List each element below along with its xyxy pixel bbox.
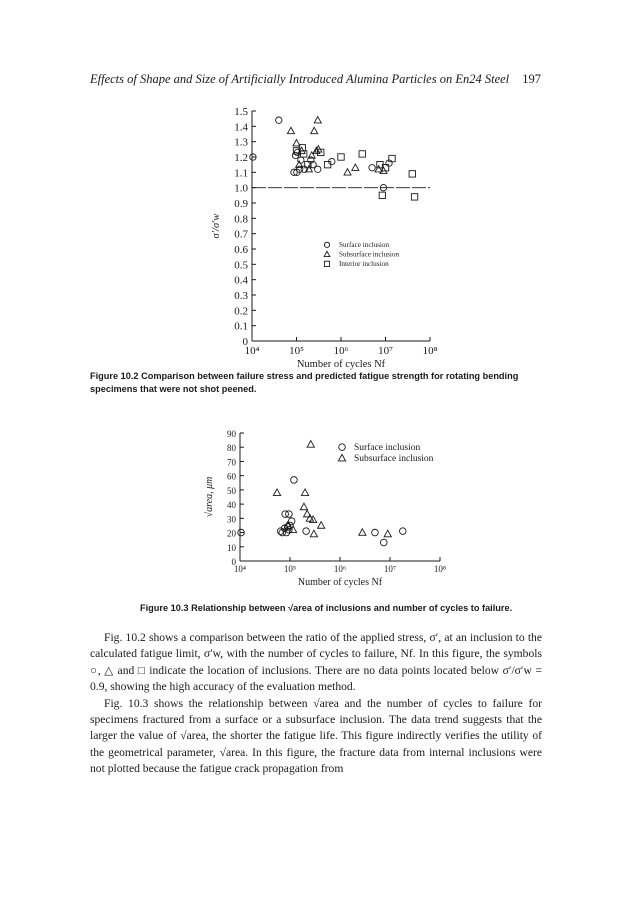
- y-tick-label: 40: [227, 500, 236, 511]
- data-point-triangle: [301, 489, 308, 496]
- figure-10-2-caption-label: Figure 10.2: [90, 371, 139, 381]
- data-point-circle: [399, 528, 406, 535]
- x-tick-label: 10⁷: [378, 345, 393, 357]
- figure-10-3-caption: [140, 602, 540, 615]
- x-tick-label: 10⁴: [233, 564, 247, 574]
- x-tick-label: 10⁶: [333, 564, 347, 574]
- x-tick-label: 10⁸: [433, 564, 447, 574]
- x-tick-label: 10⁶: [333, 345, 349, 357]
- data-point-triangle: [273, 489, 280, 496]
- paragraph-2: Fig. 10.3 shows the relationship between √area and the number of cycles to failure for specimens fractured from a surface or a subsurface inclusion. The data trend suggests that the larger the value of √area, the shorter the fatigue life. This figure indirectly verifies the utility of the geometrical parameter, √area. In this figure, the fracture data from internal inclusions were not plotted because the fatigue crack propagation from: [90, 696, 542, 776]
- y-tick-label: 30: [227, 514, 236, 525]
- y-tick-label: 80: [227, 443, 236, 454]
- data-point-triangle: [359, 529, 366, 536]
- y-tick-label: 0.6: [234, 244, 248, 256]
- legend-label: Interior inclusion: [339, 260, 389, 268]
- page-number: 197: [522, 72, 541, 86]
- data-point-circle: [380, 539, 387, 546]
- y-tick-label: 50: [227, 485, 236, 496]
- y-tick-label: 1.1: [234, 167, 248, 180]
- figure-10-3-caption-text: Relationship between √area of inclusions and number of cycles to failure.: [191, 603, 513, 613]
- y-tick-label: 1.5: [234, 106, 248, 118]
- legend-label: Subsurface inclusion: [339, 250, 400, 259]
- y-tick-label: 0.2: [234, 305, 248, 318]
- x-tick-label: 10⁵: [283, 564, 297, 574]
- y-tick-label: 1.2: [234, 152, 248, 164]
- y-tick-label: 0.8: [234, 213, 248, 226]
- y-tick-label: 0.9: [234, 198, 248, 210]
- y-tick-label: 1.3: [234, 136, 248, 149]
- x-axis-label: Number of cycles Nf: [296, 359, 386, 370]
- y-tick-label: 0.4: [234, 274, 248, 287]
- y-axis-label: √area, μm: [204, 476, 215, 518]
- body-text: [90, 630, 542, 778]
- paragraph-1: Fig. 10.2 shows a comparison between the ratio of the applied stress, σ′, at an inclusion to the calculated fatigue limit, σ′w, with the number of cycles to failure, Nf. In this figure, the symbols ○, △ and □ indicate the location of inclusions. There are no data points located below σ′/σ′w = 0.9, showing the high accuracy of the evaluation method.: [90, 631, 542, 694]
- y-tick-label: 0.3: [234, 290, 248, 302]
- y-tick-label: 90: [227, 429, 236, 439]
- y-tick-label: 0: [242, 336, 248, 348]
- y-axis-label: σ′/σ′w: [211, 213, 222, 239]
- figure-10-3-caption-label: Figure 10.3: [140, 603, 189, 613]
- y-tick-label: 1.4: [234, 121, 248, 134]
- legend: [338, 442, 433, 464]
- y-tick-label: 0.1: [234, 320, 248, 333]
- data-point-triangle: [318, 522, 325, 529]
- y-tick-label: 0.7: [234, 228, 248, 241]
- y-tick-label: 70: [227, 457, 236, 468]
- series-circle: [238, 477, 406, 546]
- y-tick-label: 10: [227, 542, 236, 553]
- data-point-circle: [288, 518, 295, 525]
- x-axis-label: Number of cycles Nf: [297, 577, 383, 588]
- y-tick-label: 0: [231, 557, 236, 567]
- figure-10-2-caption-text: Comparison between failure stress and predicted fatigue strength for rotating bending specimens that were not shot peened.: [90, 371, 519, 394]
- legend-label: Subsurface inclusion: [354, 454, 434, 464]
- data-point-triangle: [310, 530, 317, 537]
- x-tick-label: 10⁵: [289, 345, 304, 357]
- legend-label: Surface inclusion: [354, 443, 421, 453]
- legend-label: Surface inclusion: [339, 241, 390, 249]
- data-point-circle: [291, 477, 298, 484]
- x-tick-label: 10⁷: [383, 564, 397, 574]
- x-tick-label: 10⁸: [422, 345, 438, 357]
- data-point-triangle: [307, 441, 314, 448]
- data-point-circle: [372, 529, 379, 536]
- data-point-circle: [303, 528, 310, 535]
- legend-marker-circle: [339, 444, 346, 451]
- y-tick-label: 60: [227, 471, 236, 482]
- x-tick-label: 10⁴: [244, 345, 260, 357]
- y-tick-label: 1.0: [234, 182, 248, 195]
- running-title: Effects of Shape and Size of Artificially Introduced Alumina Particles on En24 Steel: [90, 72, 510, 86]
- y-tick-label: 0.5: [234, 259, 248, 272]
- data-point-triangle: [384, 530, 391, 537]
- y-tick-label: 20: [227, 528, 236, 539]
- data-point-triangle: [300, 503, 307, 510]
- legend-marker-triangle: [338, 454, 345, 461]
